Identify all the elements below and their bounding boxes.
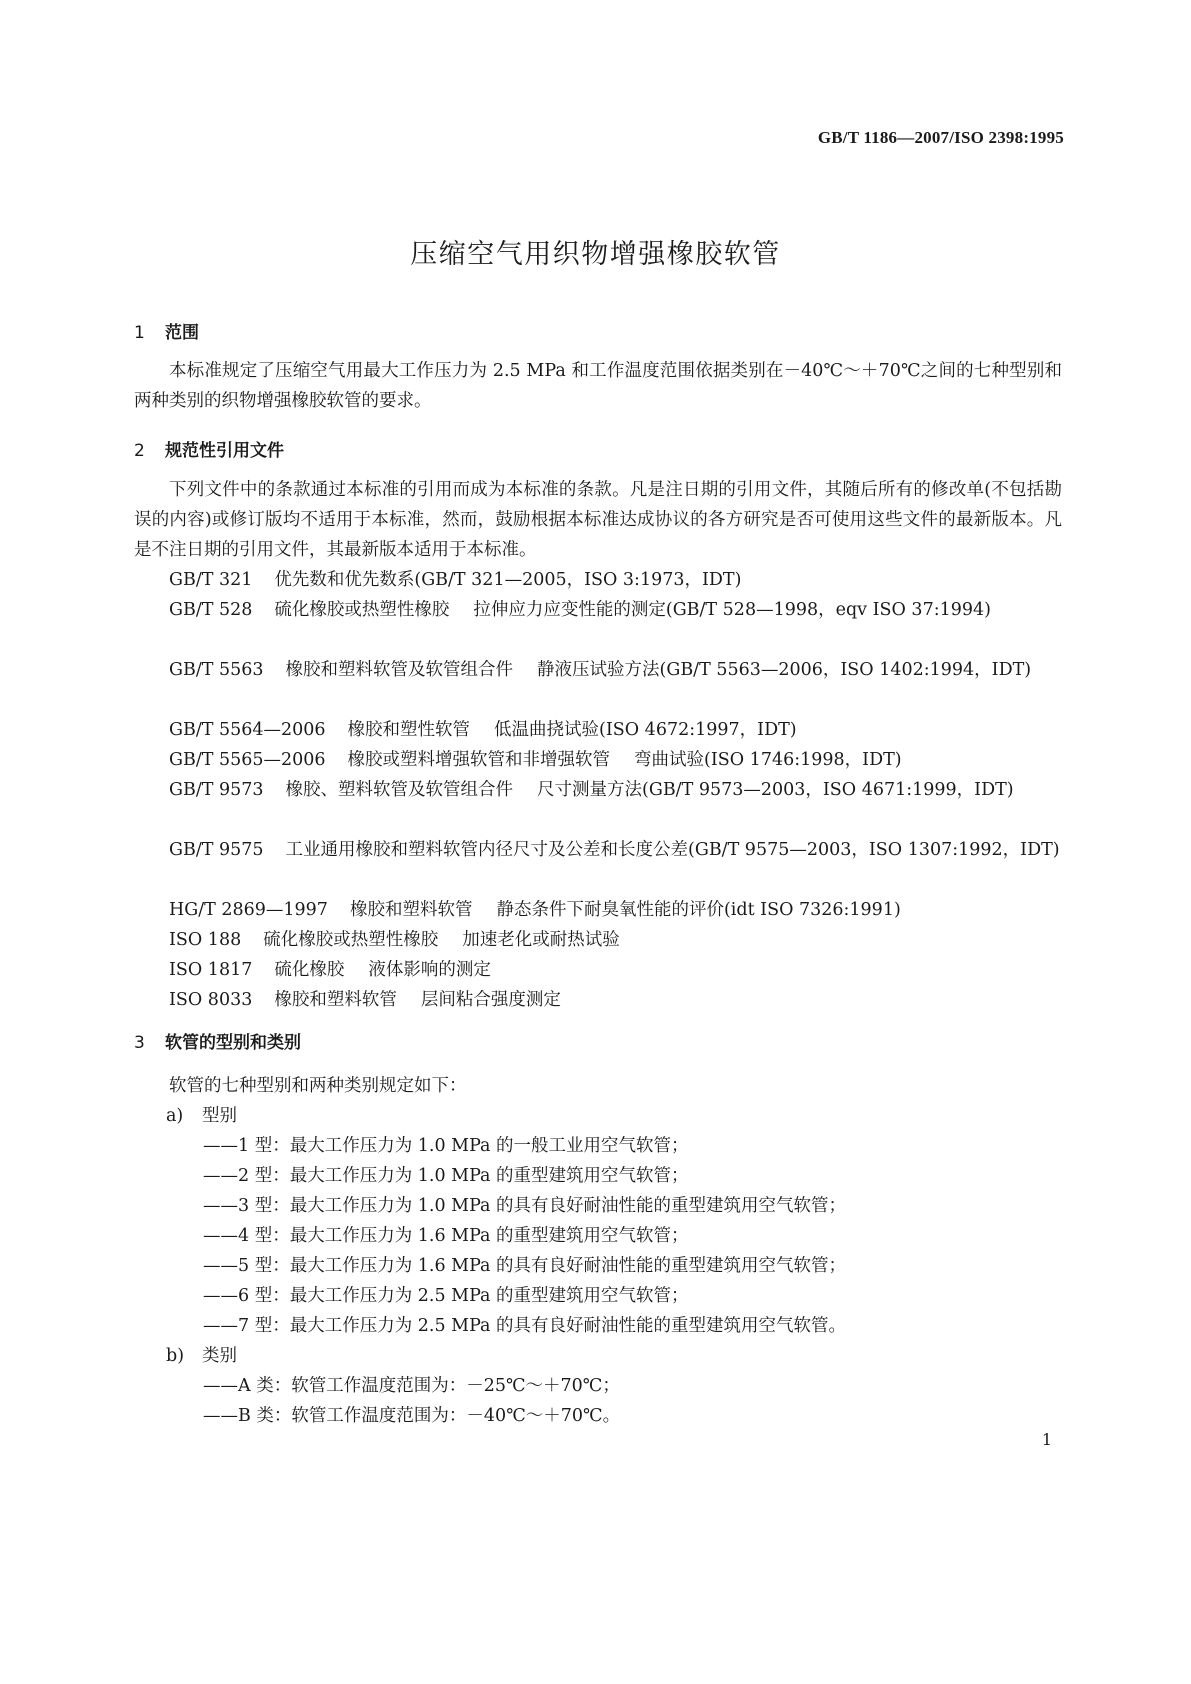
section-title: 范围 <box>165 323 199 343</box>
reference-code: HG/T 2869—1997 <box>169 900 328 920</box>
document-title: 压缩空气用织物增强橡胶软管 <box>410 239 781 270</box>
reference-code: GB/T 5565—2006 <box>169 750 326 770</box>
reference-title: 橡胶、塑料软管及软管组合件 <box>285 780 514 800</box>
section-1-paragraph: 本标准规定了压缩空气用最大工作压力为 2.5 MPa 和工作温度范围依据类别在－40℃～＋70℃之间的七种型别和两种类别的织物增强橡胶软管的要求。 <box>134 361 1062 411</box>
reference-title: 橡胶或塑料增强软管和非增强软管 <box>347 750 611 770</box>
reference-title: 优先数和优先数系(GB/T 321—2005，ISO 3:1973，IDT) <box>274 570 742 590</box>
reference-subtitle: 层间粘合强度测定 <box>420 990 561 1010</box>
standard-code: GB/T 1186—2007/ISO 2398:1995 <box>817 128 1064 147</box>
reference-subtitle: 拉伸应力应变性能的测定(GB/T 528—1998，eqv ISO 37:1994) <box>473 600 991 620</box>
list-item: ——7 型：最大工作压力为 2.5 MPa 的具有良好耐油性能的重型建筑用空气软管。 <box>203 1316 847 1336</box>
reference-subtitle: 静液压试验方法(GB/T 5563—2006，ISO 1402:1994，IDT) <box>537 660 1032 680</box>
reference-code: ISO 8033 <box>169 990 253 1010</box>
reference-code: GB/T 5563 <box>169 660 264 680</box>
reference-title: 橡胶和塑性软管 <box>347 720 471 740</box>
reference-title: 橡胶和塑料软管 <box>274 990 397 1010</box>
list-marker: b) <box>166 1346 185 1366</box>
reference-title: 工业通用橡胶和塑料软管内径尺寸及公差和长度公差(GB/T 9575—2003，ISO 1307:1992，IDT) <box>285 840 1060 860</box>
reference-code: ISO 188 <box>169 930 242 950</box>
reference-title: 橡胶和塑料软管及软管组合件 <box>285 660 514 680</box>
section-number: 3 <box>134 1033 145 1053</box>
reference-item <box>134 895 1062 925</box>
reference-code: GB/T 321 <box>169 570 253 590</box>
section-2-heading <box>134 436 284 461</box>
reference-title: 硫化橡胶或热塑性橡胶 <box>263 930 439 950</box>
reference-item <box>134 835 1062 865</box>
reference-item <box>134 955 1062 985</box>
reference-code: GB/T 5564—2006 <box>169 720 326 740</box>
section-3-heading <box>134 1028 301 1053</box>
reference-item <box>134 985 1062 1015</box>
list-group-a <box>166 1102 237 1127</box>
reference-title: 橡胶和塑料软管 <box>349 900 473 920</box>
list-item: ——1 型：最大工作压力为 1.0 MPa 的一般工业用空气软管； <box>203 1136 689 1156</box>
section-2-paragraph: 下列文件中的条款通过本标准的引用而成为本标准的条款。凡是注日期的引用文件，其随后所有的修改单(不包括勘误的内容)或修订版均不适用于本标准，然而，鼓励根据本标准达成协议的各方研究是否可使用这些文件的最新版本。凡是不注日期的引用文件，其最新版本适用于本标准。 <box>134 480 1062 560</box>
section-number: 2 <box>134 441 145 461</box>
list-item: ——B 类：软管工作温度范围为：－40℃～＋70℃。 <box>203 1406 621 1426</box>
reference-item <box>134 925 1062 955</box>
section-1-heading <box>134 318 199 343</box>
list-item: ——3 型：最大工作压力为 1.0 MPa 的具有良好耐油性能的重型建筑用空气软管； <box>203 1196 847 1216</box>
reference-code: GB/T 528 <box>169 600 253 620</box>
reference-title: 硫化橡胶 <box>274 960 345 980</box>
reference-code: GB/T 9575 <box>169 840 264 860</box>
reference-item <box>134 595 1062 625</box>
reference-subtitle: 静态条件下耐臭氧性能的评价(idt ISO 7326:1991) <box>496 900 901 920</box>
section-3-intro: 软管的七种型别和两种类别规定如下： <box>169 1076 467 1096</box>
reference-item <box>134 655 1062 685</box>
list-item: ——2 型：最大工作压力为 1.0 MPa 的重型建筑用空气软管； <box>203 1166 689 1186</box>
reference-item <box>134 775 1062 805</box>
reference-subtitle: 低温曲挠试验(ISO 4672:1997，IDT) <box>494 720 797 740</box>
reference-title: 硫化橡胶或热塑性橡胶 <box>274 600 450 620</box>
section-title: 规范性引用文件 <box>165 441 284 461</box>
list-label: 型别 <box>202 1106 237 1126</box>
reference-subtitle: 液体影响的测定 <box>368 960 491 980</box>
reference-code: GB/T 9573 <box>169 780 264 800</box>
reference-code: ISO 1817 <box>169 960 253 980</box>
reference-subtitle: 尺寸测量方法(GB/T 9573—2003，ISO 4671:1999，IDT) <box>537 780 1014 800</box>
reference-subtitle: 弯曲试验(ISO 1746:1998，IDT) <box>634 750 902 770</box>
list-label: 类别 <box>202 1346 237 1366</box>
list-item: ——5 型：最大工作压力为 1.6 MPa 的具有良好耐油性能的重型建筑用空气软管； <box>203 1256 847 1276</box>
page-number: 1 <box>1041 1430 1052 1449</box>
list-item: ——4 型：最大工作压力为 1.6 MPa 的重型建筑用空气软管； <box>203 1226 689 1246</box>
reference-item <box>134 565 1062 595</box>
list-item: ——6 型：最大工作压力为 2.5 MPa 的重型建筑用空气软管； <box>203 1286 689 1306</box>
list-marker: a) <box>166 1106 184 1126</box>
section-title: 软管的型别和类别 <box>165 1033 301 1053</box>
list-item: ——A 类：软管工作温度范围为：－25℃～＋70℃； <box>203 1376 620 1396</box>
reference-subtitle: 加速老化或耐热试验 <box>462 930 620 950</box>
list-group-b <box>166 1342 237 1367</box>
reference-item <box>134 715 1062 745</box>
reference-item <box>134 745 1062 775</box>
section-number: 1 <box>134 323 145 343</box>
